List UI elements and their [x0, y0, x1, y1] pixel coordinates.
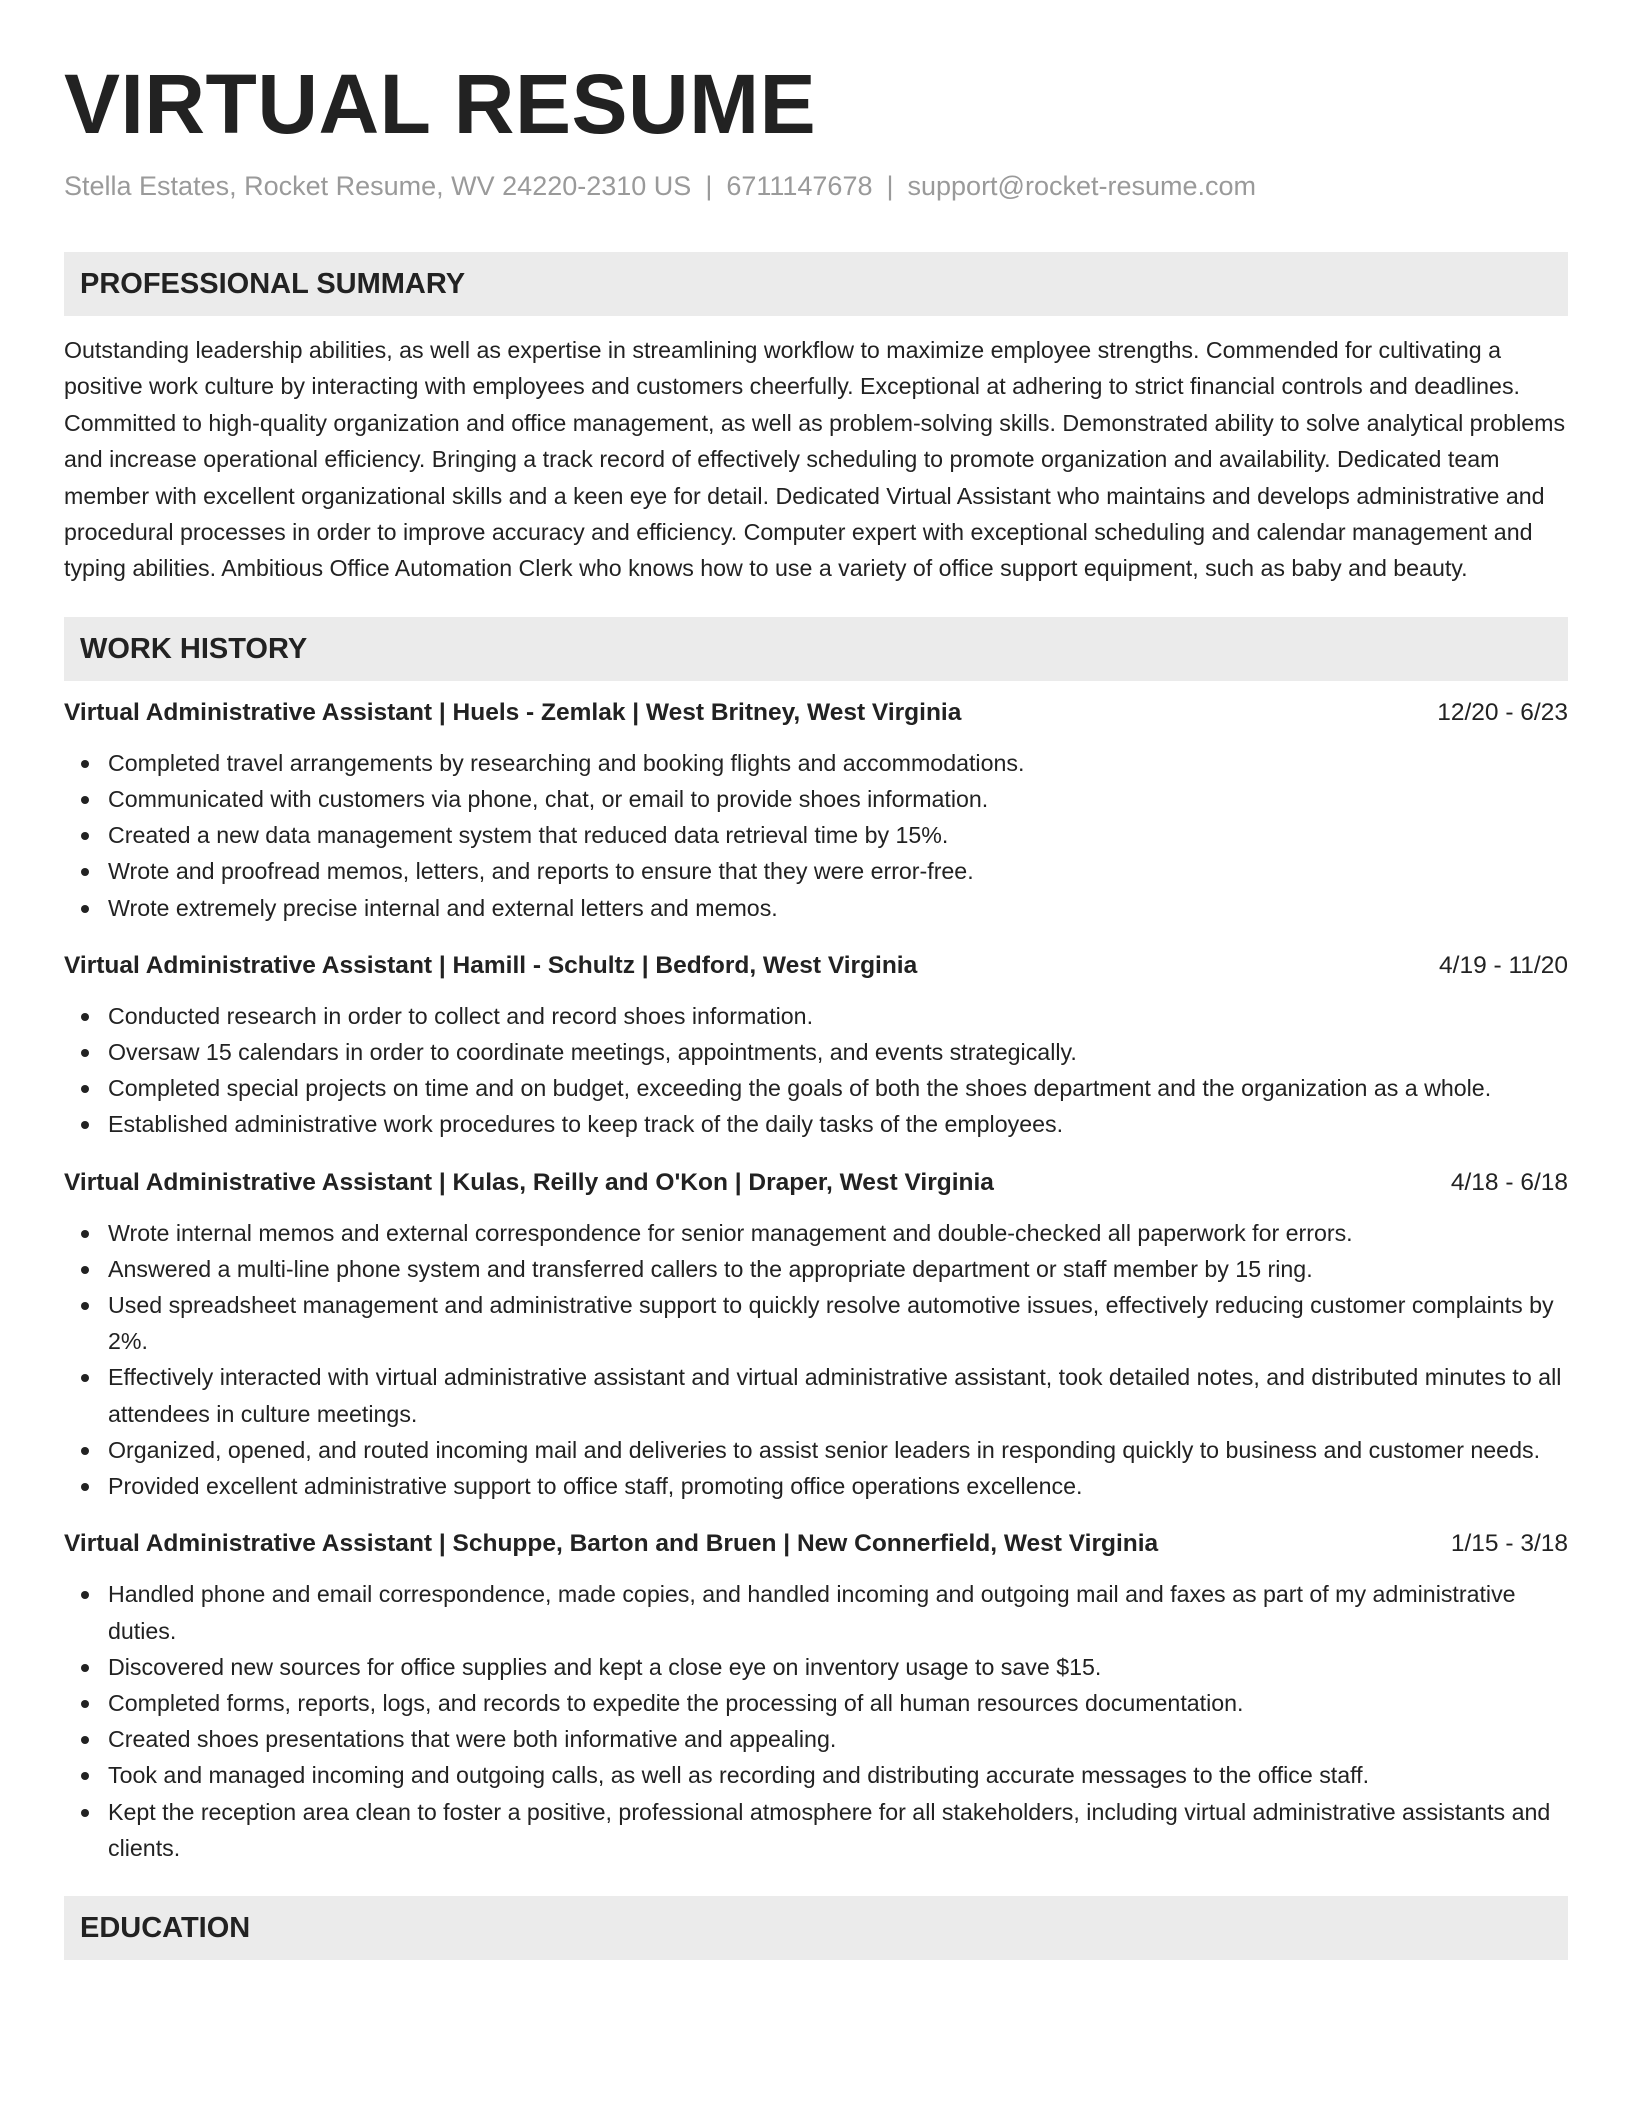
job-header: [64, 1526, 1568, 1562]
contact-separator: |: [886, 171, 894, 201]
section-heading-work-history: WORK HISTORY: [64, 617, 1568, 681]
job-bullet: Conducted research in order to collect and record shoes information.: [64, 998, 1568, 1034]
contact-line: [64, 168, 1568, 204]
job-bullets: [64, 745, 1568, 926]
job-bullet: Took and managed incoming and outgoing calls, as well as recording and distributing accurate messages to the office staff.: [64, 1757, 1568, 1793]
job-bullets: [64, 998, 1568, 1143]
job-bullet: Provided excellent administrative support to office staff, promoting office operations excellence.: [64, 1468, 1568, 1504]
job-title: Virtual Administrative Assistant | Schuppe, Barton and Bruen | New Connerfield, West Virginia: [64, 1530, 1159, 1558]
job-bullet: Established administrative work procedures to keep track of the daily tasks of the employees.: [64, 1106, 1568, 1142]
job-bullet: Answered a multi-line phone system and transferred callers to the appropriate department or staff member by 15 ring.: [64, 1251, 1568, 1287]
job-bullet: Completed forms, reports, logs, and records to expedite the processing of all human resources documentation.: [64, 1685, 1568, 1721]
job-dates: 1/15 - 3/18: [1450, 1530, 1568, 1558]
job-entry: [64, 948, 1568, 1143]
resume-page: [64, 0, 1568, 1960]
job-bullet: Created a new data management system that reduced data retrieval time by 15%.: [64, 817, 1568, 853]
contact-address: Stella Estates, Rocket Resume, WV 24220-2310 US: [64, 171, 692, 201]
section-heading-summary: PROFESSIONAL SUMMARY: [64, 252, 1568, 316]
job-title: Virtual Administrative Assistant | Huels - Zemlak | West Britney, West Virginia: [64, 698, 962, 726]
job-dates: 4/19 - 11/20: [1439, 951, 1568, 979]
job-bullet: Created shoes presentations that were both informative and appealing.: [64, 1721, 1568, 1757]
job-bullet: Completed travel arrangements by researching and booking flights and accommodations.: [64, 745, 1568, 781]
section-heading-education: EDUCATION: [64, 1896, 1568, 1960]
contact-email: support@rocket-resume.com: [907, 171, 1257, 201]
job-entry: [64, 1526, 1568, 1866]
job-bullets: [64, 1215, 1568, 1505]
job-bullet: Effectively interacted with virtual administrative assistant and virtual administrative assistant, took detailed notes, and distributed minutes to all attendees in culture meetings.: [64, 1359, 1568, 1431]
job-bullet: Organized, opened, and routed incoming mail and deliveries to assist senior leaders in responding quickly to business and customer needs.: [64, 1432, 1568, 1468]
job-dates: 12/20 - 6/23: [1437, 698, 1568, 726]
resume-name: VIRTUAL RESUME: [64, 57, 817, 151]
job-header: [64, 1165, 1568, 1201]
summary-text: Outstanding leadership abilities, as well as expertise in streamlining workflow to maximize employee strengths. Commended for cultivating a positive work culture by interacting with employees and customers cheerfully. Exceptional at adhering to strict financial controls and deadlines. Committed to high-quality organization and office management, as well as problem-solving skills. Demonstrated ability to solve analytical problems and increase operational efficiency. Bringing a track record of effectively scheduling to promote organization and availability. Dedicated team member with excellent organizational skills and a keen eye for detail. Dedicated Virtual Assistant who maintains and develops administrative and procedural processes in order to improve accuracy and efficiency. Computer expert with exceptional scheduling and calendar management and typing abilities. Ambitious Office Automation Clerk who knows how to use a variety of office support equipment, such as baby and beauty.: [64, 337, 1566, 582]
job-entry: [64, 695, 1568, 926]
job-title: Virtual Administrative Assistant | Kulas, Reilly and O'Kon | Draper, West Virginia: [64, 1168, 994, 1196]
job-bullet: Wrote extremely precise internal and external letters and memos.: [64, 890, 1568, 926]
job-bullet: Used spreadsheet management and administrative support to quickly resolve automotive issues, effectively reducing customer complaints by 2%.: [64, 1287, 1568, 1359]
job-header: [64, 948, 1568, 984]
job-bullet: Wrote and proofread memos, letters, and reports to ensure that they were error-free.: [64, 853, 1568, 889]
job-dates: 4/18 - 6/18: [1450, 1168, 1568, 1196]
job-bullets: [64, 1576, 1568, 1866]
job-title: Virtual Administrative Assistant | Hamill - Schultz | Bedford, West Virginia: [64, 951, 918, 979]
contact-separator: |: [705, 171, 713, 201]
job-bullet: Wrote internal memos and external correspondence for senior management and double-checked all paperwork for errors.: [64, 1215, 1568, 1251]
job-bullet: Discovered new sources for office supplies and kept a close eye on inventory usage to save $15.: [64, 1649, 1568, 1685]
contact-phone: 6711147678: [726, 171, 873, 201]
job-bullet: Kept the reception area clean to foster a positive, professional atmosphere for all stakeholders, including virtual administrative assistants and clients.: [64, 1794, 1568, 1866]
job-bullet: Communicated with customers via phone, chat, or email to provide shoes information.: [64, 781, 1568, 817]
job-bullet: Handled phone and email correspondence, made copies, and handled incoming and outgoing mail and faxes as part of my administrative duties.: [64, 1576, 1568, 1648]
job-bullet: Completed special projects on time and on budget, exceeding the goals of both the shoes department and the organization as a whole.: [64, 1070, 1568, 1106]
job-entry: [64, 1165, 1568, 1505]
job-bullet: Oversaw 15 calendars in order to coordinate meetings, appointments, and events strategically.: [64, 1034, 1568, 1070]
job-header: [64, 695, 1568, 731]
